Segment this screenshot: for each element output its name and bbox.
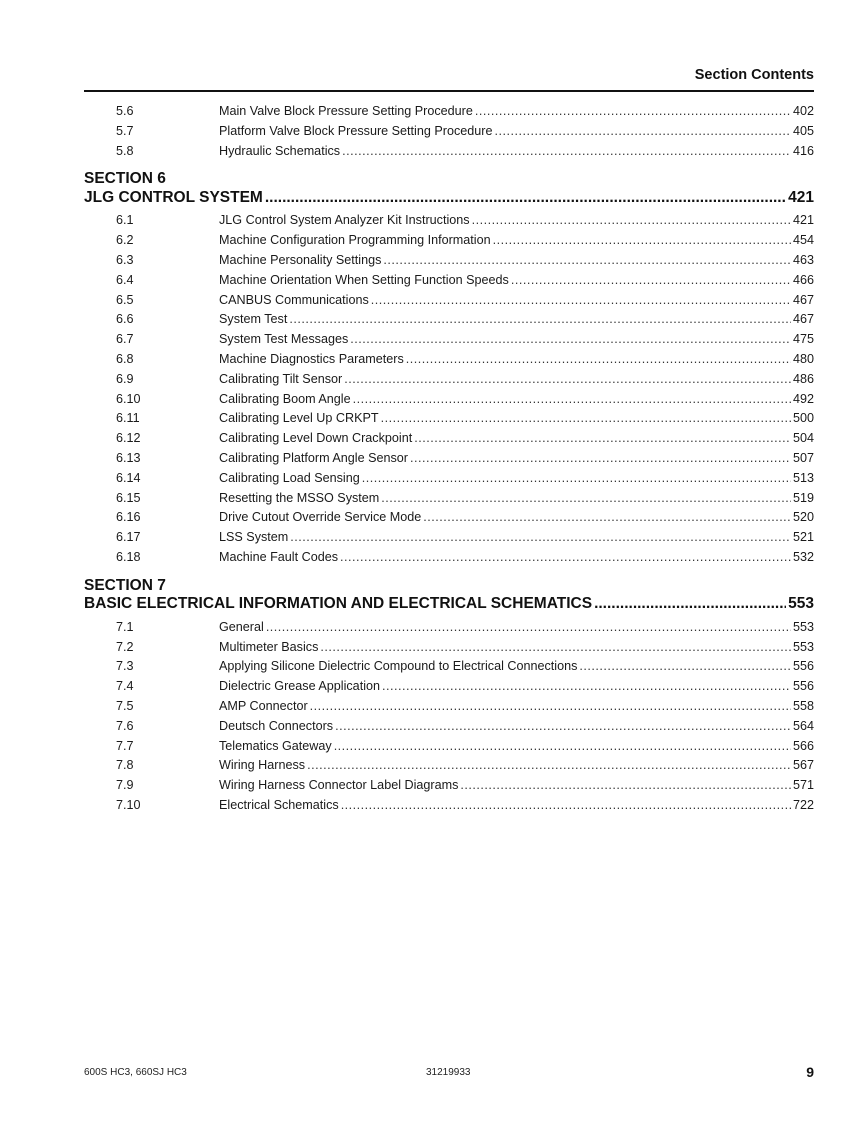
toc-entry-title: Calibrating Level Up CRKPT bbox=[219, 411, 379, 426]
dot-leader bbox=[290, 528, 791, 548]
toc-entry-number: 6.13 bbox=[116, 450, 141, 465]
toc-entry[interactable] bbox=[84, 142, 814, 162]
dot-leader bbox=[494, 122, 791, 142]
toc-entry-page: 556 bbox=[792, 679, 814, 694]
toc-entry-title: Telematics Gateway bbox=[219, 738, 332, 753]
toc-entry-page: 480 bbox=[792, 351, 814, 366]
toc-entry-page: 556 bbox=[792, 659, 814, 674]
toc-entry-number: 7.5 bbox=[116, 698, 134, 713]
toc-entry-number: 7.2 bbox=[116, 639, 134, 654]
toc-entry-title: Deutsch Connectors bbox=[219, 718, 334, 733]
toc-entry-page: 513 bbox=[792, 470, 814, 485]
toc-entry-number: 5.7 bbox=[116, 123, 134, 138]
toc-entry[interactable] bbox=[84, 677, 814, 697]
toc-entry[interactable] bbox=[84, 697, 814, 717]
section-page: 421 bbox=[788, 188, 814, 206]
toc-entry-number: 5.8 bbox=[116, 143, 134, 158]
toc-entry-title: Machine Configuration Programming Information bbox=[219, 233, 491, 248]
footer-doc-number: 31219933 bbox=[426, 1067, 471, 1078]
dot-leader bbox=[406, 350, 791, 370]
toc-entry[interactable] bbox=[84, 231, 814, 251]
toc-entry-title: Machine Diagnostics Parameters bbox=[219, 351, 404, 366]
toc-entry[interactable] bbox=[84, 756, 814, 776]
dot-leader bbox=[320, 638, 791, 658]
page-header-title: Section Contents bbox=[694, 67, 814, 83]
dot-leader bbox=[383, 251, 791, 271]
toc-entry-number: 7.7 bbox=[116, 738, 134, 753]
toc-entry-title: System Test bbox=[219, 312, 288, 327]
section-title: JLG CONTROL SYSTEM bbox=[84, 188, 263, 206]
dot-leader bbox=[410, 449, 791, 469]
dot-leader bbox=[594, 595, 786, 614]
toc-entry-number: 6.6 bbox=[116, 312, 134, 327]
toc-entry-page: 500 bbox=[792, 411, 814, 426]
dot-leader bbox=[472, 211, 791, 231]
toc-entry-page: 532 bbox=[792, 549, 814, 564]
toc-entry[interactable] bbox=[84, 489, 814, 509]
toc-entry[interactable] bbox=[84, 469, 814, 489]
toc-entry-title: JLG Control System Analyzer Kit Instructions bbox=[219, 213, 470, 228]
toc-entry-number: 7.8 bbox=[116, 758, 134, 773]
toc-entry-number: 6.7 bbox=[116, 332, 134, 347]
dot-leader bbox=[371, 291, 791, 311]
section-title: BASIC ELECTRICAL INFORMATION AND ELECTRICAL SCHEMATICS bbox=[84, 595, 593, 613]
toc-entry-page: 520 bbox=[792, 510, 814, 525]
toc-entry[interactable] bbox=[84, 330, 814, 350]
toc-entry-page: 492 bbox=[792, 391, 814, 406]
toc-entry-title: Wiring Harness Connector Label Diagrams bbox=[219, 778, 459, 793]
toc-entry-page: 519 bbox=[792, 490, 814, 505]
toc-entry-page: 521 bbox=[792, 530, 814, 545]
dot-leader bbox=[423, 508, 791, 528]
dot-leader bbox=[289, 310, 791, 330]
toc-entry-number: 6.10 bbox=[116, 391, 141, 406]
toc-entry-title: Drive Cutout Override Service Mode bbox=[219, 510, 422, 525]
toc-entry-title: Resetting the MSSO System bbox=[219, 490, 380, 505]
toc-entry[interactable] bbox=[84, 251, 814, 271]
dot-leader bbox=[381, 409, 791, 429]
toc-entry-page: 454 bbox=[792, 233, 814, 248]
toc-entry-title: Multimeter Basics bbox=[219, 639, 319, 654]
toc-entry-page: 507 bbox=[792, 450, 814, 465]
dot-leader bbox=[341, 796, 791, 816]
toc-entry[interactable] bbox=[84, 291, 814, 311]
toc-entry-title: Wiring Harness bbox=[219, 758, 306, 773]
dot-leader bbox=[493, 231, 791, 251]
dot-leader bbox=[266, 618, 791, 638]
toc-entry-number: 6.8 bbox=[116, 351, 134, 366]
dot-leader bbox=[334, 737, 791, 757]
toc-entry-title: Hydraulic Schematics bbox=[219, 143, 341, 158]
toc-entry-page: 566 bbox=[792, 738, 814, 753]
toc-entry-page: 405 bbox=[792, 123, 814, 138]
toc-entry-number: 6.14 bbox=[116, 470, 141, 485]
toc-entry-title: Machine Orientation When Setting Function Speeds bbox=[219, 272, 509, 287]
footer-model: 600S HC3, 660SJ HC3 bbox=[84, 1067, 187, 1078]
toc-entry[interactable] bbox=[84, 796, 814, 816]
toc-entry-title: Calibrating Boom Angle bbox=[219, 391, 351, 406]
toc-entry-number: 6.11 bbox=[116, 411, 140, 426]
dot-leader bbox=[307, 756, 791, 776]
section-label: SECTION 7 bbox=[84, 576, 166, 594]
toc-entry-page: 722 bbox=[792, 797, 814, 812]
toc-entry[interactable] bbox=[84, 449, 814, 469]
toc-entry-number: 6.16 bbox=[116, 510, 141, 525]
toc-entry[interactable] bbox=[84, 776, 814, 796]
toc-entry-page: 486 bbox=[792, 371, 814, 386]
dot-leader bbox=[265, 189, 786, 208]
toc-entry-title: Calibrating Level Down Crackpoint bbox=[219, 431, 413, 446]
toc-entry-number: 6.15 bbox=[116, 490, 141, 505]
toc-entry[interactable] bbox=[84, 717, 814, 737]
dot-leader bbox=[353, 390, 791, 410]
sections-container bbox=[84, 170, 814, 815]
section-entries bbox=[84, 211, 814, 567]
header-divider bbox=[84, 90, 814, 92]
toc-entry[interactable] bbox=[84, 618, 814, 638]
toc-entry-title: Calibrating Load Sensing bbox=[219, 470, 360, 485]
toc-entry-page: 553 bbox=[792, 619, 814, 634]
toc-entry-title: Electrical Schematics bbox=[219, 797, 339, 812]
dot-leader bbox=[310, 697, 791, 717]
toc-entry-number: 6.5 bbox=[116, 292, 134, 307]
section-heading[interactable] bbox=[84, 577, 814, 614]
toc-entry-title: Dielectric Grease Application bbox=[219, 679, 380, 694]
toc-entry[interactable] bbox=[84, 390, 814, 410]
toc-entry-number: 7.4 bbox=[116, 679, 134, 694]
toc-entry-title: Applying Silicone Dielectric Compound to Electrical Connections bbox=[219, 659, 578, 674]
section-page: 553 bbox=[788, 595, 814, 613]
toc-entry-number: 7.3 bbox=[116, 659, 134, 674]
toc-entry-number: 7.9 bbox=[116, 778, 134, 793]
toc-entry-title: System Test Messages bbox=[219, 332, 349, 347]
dot-leader bbox=[342, 142, 791, 162]
toc-entry-page: 571 bbox=[792, 778, 814, 793]
toc-entry-page: 416 bbox=[792, 143, 814, 158]
toc-entry[interactable] bbox=[84, 102, 814, 122]
toc-entry-number: 6.2 bbox=[116, 233, 134, 248]
toc-entry-page: 467 bbox=[792, 292, 814, 307]
dot-leader bbox=[460, 776, 791, 796]
dot-leader bbox=[362, 469, 791, 489]
dot-leader bbox=[381, 489, 791, 509]
toc-entry-title: Calibrating Tilt Sensor bbox=[219, 371, 343, 386]
toc-entry-title: Platform Valve Block Pressure Setting Procedure bbox=[219, 123, 493, 138]
toc-entry[interactable] bbox=[84, 211, 814, 231]
toc-entry[interactable] bbox=[84, 409, 814, 429]
toc-entry-title: Machine Fault Codes bbox=[219, 549, 339, 564]
toc-entry[interactable] bbox=[84, 350, 814, 370]
toc-entry-title: AMP Connector bbox=[219, 698, 308, 713]
toc-entry[interactable] bbox=[84, 310, 814, 330]
section-title-line bbox=[84, 595, 814, 614]
section-title-line bbox=[84, 189, 814, 208]
table-of-contents bbox=[84, 102, 814, 816]
toc-entry-title: Main Valve Block Pressure Setting Procedure bbox=[219, 104, 473, 118]
toc-entry-page: 553 bbox=[792, 639, 814, 654]
toc-entry[interactable] bbox=[84, 548, 814, 568]
toc-entry[interactable] bbox=[84, 370, 814, 390]
toc-entry-title: Machine Personality Settings bbox=[219, 252, 382, 267]
dot-leader bbox=[414, 429, 791, 449]
toc-entry-title: CANBUS Communications bbox=[219, 292, 369, 307]
toc-entry-number: 5.6 bbox=[116, 104, 134, 118]
toc-entry-number: 6.9 bbox=[116, 371, 134, 386]
toc-entry-number: 7.6 bbox=[116, 718, 134, 733]
toc-entry[interactable] bbox=[84, 528, 814, 548]
section-entries bbox=[84, 618, 814, 816]
dot-leader bbox=[340, 548, 791, 568]
toc-entry-number: 6.4 bbox=[116, 272, 134, 287]
dot-leader bbox=[335, 717, 791, 737]
toc-entry-page: 402 bbox=[792, 104, 814, 118]
toc-entry[interactable] bbox=[84, 122, 814, 142]
toc-entry-number: 7.1 bbox=[116, 619, 134, 634]
toc-entry-page: 558 bbox=[792, 698, 814, 713]
toc-entry[interactable] bbox=[84, 271, 814, 291]
toc-entry-page: 564 bbox=[792, 718, 814, 733]
section-label: SECTION 6 bbox=[84, 170, 166, 188]
dot-leader bbox=[579, 657, 791, 677]
toc-entry-title: Calibrating Platform Angle Sensor bbox=[219, 450, 409, 465]
toc-entry-page: 421 bbox=[792, 213, 814, 228]
toc-entry-page: 504 bbox=[792, 431, 814, 446]
toc-entry-title: LSS System bbox=[219, 530, 289, 545]
dot-leader bbox=[382, 677, 791, 697]
toc-entry-number: 6.17 bbox=[116, 530, 141, 545]
toc-entry-number: 6.18 bbox=[116, 549, 141, 564]
toc-entry-number: 6.12 bbox=[116, 431, 141, 446]
dot-leader bbox=[511, 271, 791, 291]
toc-entry[interactable] bbox=[84, 429, 814, 449]
toc-entry-number: 6.3 bbox=[116, 252, 134, 267]
toc-entry-page: 567 bbox=[792, 758, 814, 773]
toc-entry[interactable] bbox=[84, 638, 814, 658]
toc-entry-number: 6.1 bbox=[116, 213, 134, 228]
toc-entry[interactable] bbox=[84, 508, 814, 528]
continued-entries bbox=[84, 102, 814, 161]
toc-entry-title: General bbox=[219, 619, 264, 634]
toc-entry[interactable] bbox=[84, 737, 814, 757]
footer-page-number: 9 bbox=[806, 1064, 814, 1080]
toc-entry[interactable] bbox=[84, 657, 814, 677]
toc-entry-page: 463 bbox=[792, 252, 814, 267]
toc-entry-page: 466 bbox=[792, 272, 814, 287]
toc-entry-page: 467 bbox=[792, 312, 814, 327]
section-heading[interactable] bbox=[84, 170, 814, 207]
dot-leader bbox=[350, 330, 791, 350]
toc-entry-number: 7.10 bbox=[116, 797, 141, 812]
toc-entry-page: 475 bbox=[792, 332, 814, 347]
dot-leader bbox=[344, 370, 791, 390]
dot-leader bbox=[475, 102, 791, 122]
